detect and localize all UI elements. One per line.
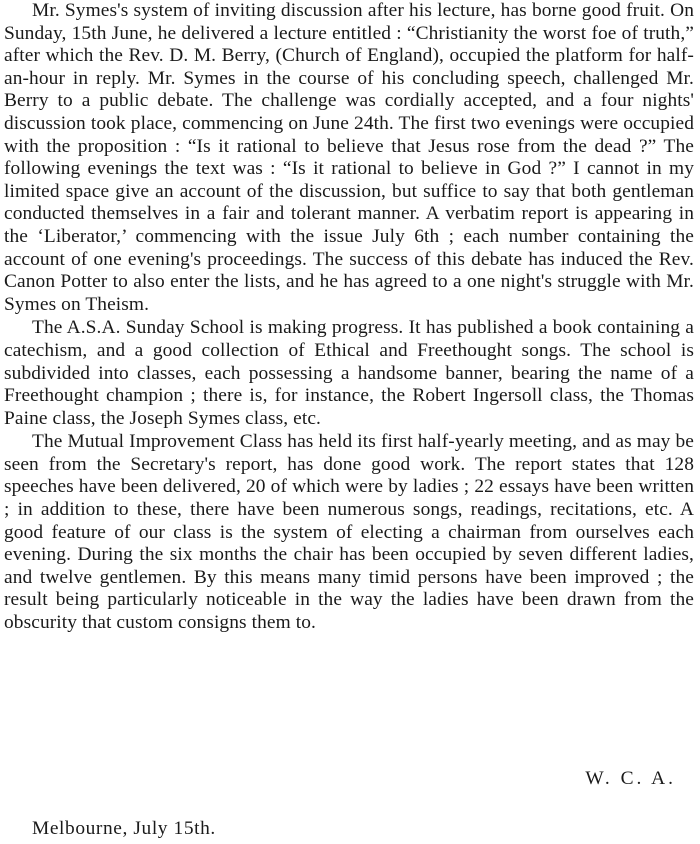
paragraph-debate: Mr. Symes's system of inviting discussion after his lecture, has borne good fruit. On Sunday, 15th June, he delivered a lecture entitled : “Christianity the worst foe of truth,” after which the Rev. D. M. Berry, (Church of England), occupied the platform for half-an-hour in reply. Mr. Symes in the course of his concluding speech, challenged Mr. Berry to a public debate. The challenge was cordially accepted, and a four nights' discussion took place, commencing on June 24th. The first two evenings were occupied with the proposition : “Is it rational to believe that Jesus rose from the dead ?” The following evenings the text was : “Is it rational to believe in God ?” I cannot in my limited space give an account of the discussion, but suffice to say that both gentleman conducted themselves in a fair and tolerant manner. A verbatim report is appearing in the ‘Liberator,’ commencing with the issue July 6th ; each number containing the account of one evening's proceedings. The success of this debate has induced the Rev. Canon Potter to also enter the lists, and he has agreed to a one night's struggle with Mr. Symes on Theism. <box>4 0 694 315</box>
dateline: Melbourne, July 15th. <box>32 818 216 839</box>
article-body <box>4 0 694 635</box>
author-signature: W. C. A. <box>585 768 676 789</box>
paragraph-sunday-school: The A.S.A. Sunday School is making progress. It has published a book containing a catechism, and a good collection of Ethical and Freethought songs. The school is subdivided into classes, each possessing a handsome banner, bearing the name of a Freethought champion ; there is, for instance, the Robert Ingersoll class, the Thomas Paine class, the Joseph Symes class, etc. <box>4 317 694 429</box>
paragraph-mutual-improvement-class: The Mutual Improvement Class has held its first half-yearly meeting, and as may be seen from the Secretary's report, has done good work. The report states that 128 speeches have been delivered, 20 of which were by ladies ; 22 essays have been written ; in addition to these, there have been numerous songs, readings, recitations, etc. A good feature of our class is the system of electing a chairman from ourselves each evening. During the six months the chair has been occupied by seven different ladies, and twelve gentlemen. By this means many timid persons have been improved ; the result being particularly noticeable in the way the ladies have been drawn from the obscurity that custom consigns them to. <box>4 431 694 634</box>
